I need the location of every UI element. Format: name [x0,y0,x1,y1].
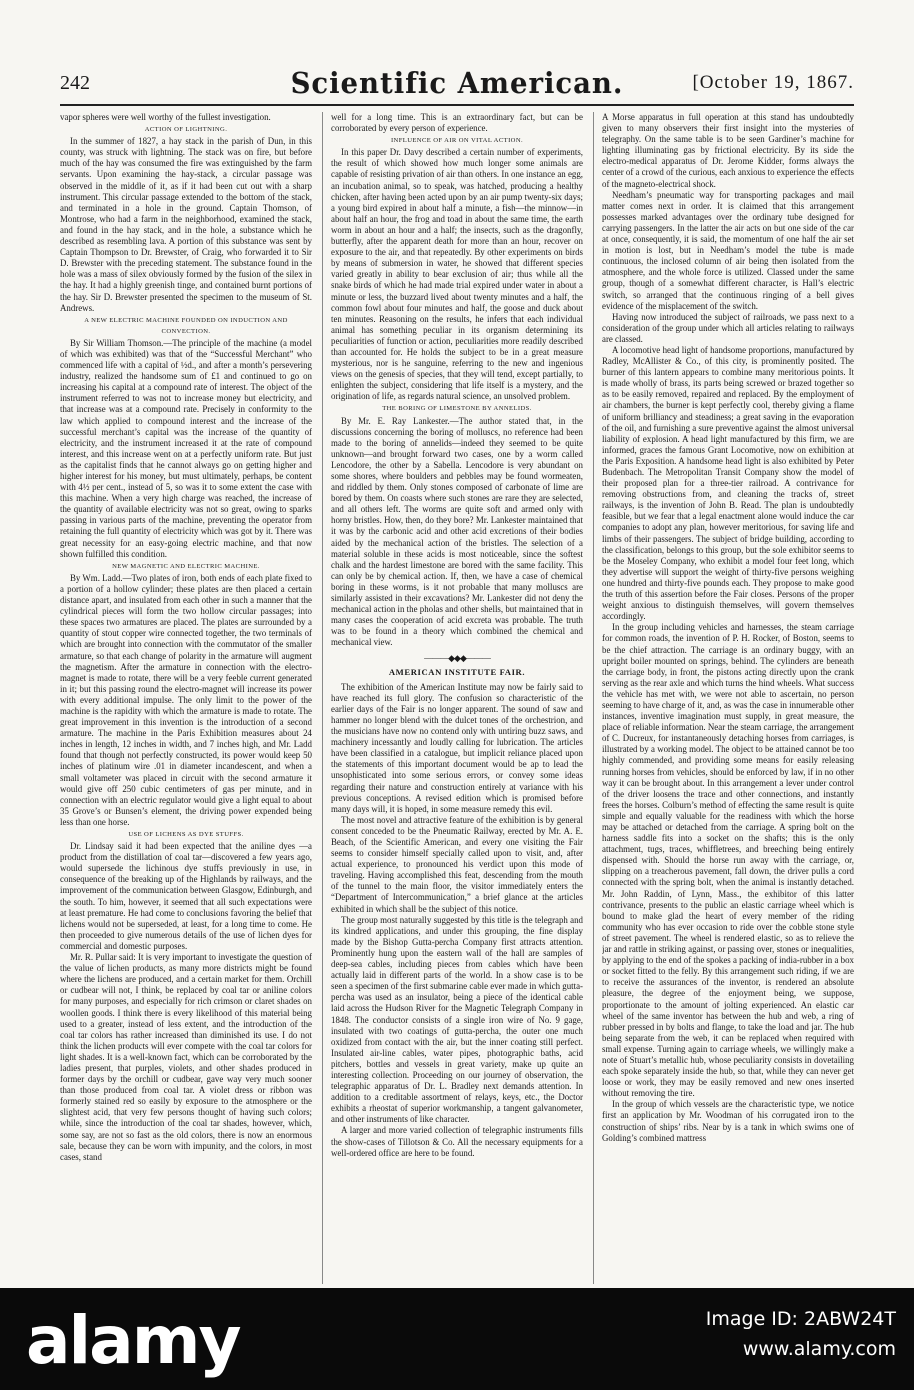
article-paragraph: In this paper Dr. Davy described a certain number of experiments, the result of which showed how much longer some animals are capable of resisting privation of air than others. In one instance an egg, an incubation animal, so to speak, was hatched, producing a healthy chicken, after having been acted upon by an air pump twenty-six days; a young bird expired in about half a minute, a fish—the minnow—in about half an hour, the frog and toad in about the same time, the earth worm in about an hour and a half; the insects, such as the dragonfly, butterfly, after the apparent death for more than an hour, recover on exposure to the air, and that repeatedly. By other experiments on birds by means of submersion in water, he showed that different species varied greatly in ability to bear exclusion of air; thus while all the snake birds of which he had made trial expired under water in about a minute or less, the buzzard lived about twenty minutes and a half, the common fowl about four minutes and half, the goose and duck about ten minutes. Reasoning on the results, he infers that each individual animal has something peculiar in its organism determining its peculiarities of function or action, peculiarities more readily described than accounted for. He holds the subject to be in a great measure mysterious, nor is he sanguine, referring to the new and ingenious views on the genesis of species, that they will tend, except partially, to enlighten the subject, considering that life itself is a mystery, and the origination of life, as regards natural science, an unsolved problem. [331,147,583,402]
article-paragraph: A larger and more varied collection of telegraphic instruments fills the show-cases of Tillotson & Co. All the necessary equipments for a well-ordered office are here to be found. [331,1125,583,1158]
section-subheading: NEW MAGNETIC AND ELECTRIC MACHINE. [112,562,260,570]
article-paragraph: By Mr. E. Ray Lankester.—The author stated that, in the discussions concerning the boring of molluscs, no reference had been made to the boring of annelids—indeed they seemed to be quite unknown—and brought forward two cases, one by a worm called Lencodore, the other by a Sabella. Lencodore is very abundant on some shores, where boulders and pebbles may be found wormeaten, and riddled by them. Only stones composed of carbonate of lime are bored by them. On coasts where such stones are rare they are selected, and all others left. The worms are quite soft and armed only with horny bristles. How, then, do they bore? Mr. Lankester maintained that it was by the carbonic acid and other acid excretions of their bodies aided by the mechanical action of the bristles. The selection of a material soluble in these acids is most noticeable, since the softest chalk and the hardest limestone are bored with the same facility. This can only be by chemical action. If, then, we have a case of chemical boring in these worms, is it not probable that many molluscs are similarly assisted in their excavations? Mr. Lankester did not deny the mechanical action in the pholas and other shells, but maintained that in many cases the cooperation of acid excreta was probable. The truth was to be found in a theory which combined the chemical and mechanical view. [331,415,583,648]
article-paragraph: In the group including vehicles and harnesses, the steam carriage for common roads, the invention of P. H. Rocker, of Boston, seems to be the chief attraction. The carriage is an ordinary buggy, with an upright boiler mounted on springs, behind. The cylinders are beneath the carriage body, in front, the pistons acting directly upon the crank serving as the rear axle and which turns the hind wheels. What success the vehicle has met with, we were not able to ascertain, no person seeming to have charge of it, and, as was the case in innumerable other instances, inventive imagination must supply, in great measure, the place of reliable information. Near the steam carriage, the arrangement of C. Ducreux, for instantaneously detaching horses from carriages, is illustrated by a working model. The object to be attained cannot be too highly commended, and providing some means for easily releasing running horses from vehicles, should be enforced by law, if in no other way it can be brought about. In this arrangement a lever under control of the driver loosens the trace and other connections, and instantly frees the horses. Colburn’s method of effecting the same result is quite simple and equally valuable for the readiness with which the horse may be attached or detached from the carriage. A spring bolt on the harness saddle fits into a socket on the shafts; this is the only attachment, tugs, traces, whiffletrees, and breeching being entirely dispensed with. Should the horse run away with the carriage, or, slipping on a treacherous pavement, fall down, the driver pulls a cord connected with the spring bolt, when the animal is instantly detached. Mr. John Raddin, of Lynn, Mass., the exhibitor of this latter contrivance, presents to the public an elastic carriage wheel which is bound to make glad the heart of every member of the riding community who has ever occasion to ride over the cobble stone style of street pavement. The wheel is rendered elastic, so as to relieve the jar and rattle in striking against, or passing over, stones or inequalities, by applying to the end of the spokes a packing of india-rubber in a box or socket fitted to the felly. By this arrangement such riding, if we are to receive the assurances of the inventor, is rendered an absolute pleasure, the degree of the enjoyment being, we suppose, proportionate to the amount of jolting experienced. An elastic car wheel of the same inventor has between the hub and web, a ring of rubber pressed in by bolts and flange, to take the load and jar. The hub being separate from the web, it can be replaced when required with small expense. Turning again to carriage wheels, we willingly make a note of Stuart’s metallic hub, whose peculiarity consists in dovetailing each spoke separately inside the hub, so that, while they can never get loose or work, they may be easily removed and new ones inserted without removing the tire. [602,622,854,1099]
column-3 [602,112,854,1284]
masthead-title: Scientific American. [290,66,624,100]
article-paragraph: Dr. Lindsay said it had been expected that the aniline dyes —a product from the distillation of coal tar—discovered a few years ago, would supersede the lichinous dye stuffs previously in use, in consequence of the breaking up of the Highlands by railways, and the improvement of the communication between Glasgow, Edinburgh, and the south. To him, however, it seemed that all such expectations were at least premature. He had come to conclusions favoring the belief that lichens would not be superseded, at least, for a long time to come. He then proceeded to give numerous details of the use of lichen dyes for commercial and domestic purposes. [60,841,312,951]
section-subheading: INFLUENCE OF AIR ON VITAL ACTION. [390,137,524,145]
section-subheading: USE OF LICHENS AS DYE STUFFS. [128,831,244,838]
article-paragraph: well for a long time. This is an extraordinary fact, but can be corroborated by every person of experience. [331,112,583,134]
article-paragraph: In the group of which vessels are the characteristic type, we notice first an application by Mr. Woodman of his corrugated iron to the construction of ships’ ribs. Near by is a tank in which swims one of Golding’s combined mattress [602,1099,854,1143]
section-divider-ornament: ———◆◆◆——— [424,652,490,663]
article-paragraph: By Sir William Thomson.—The principle of the machine (a model of which was exhibited) was that of the “Successful Merchant” who commenced life with a capital of ½d., and after a month’s persevering industry, realized the handsome sum of £1 and continued to go on increasing his capital at a compound rate of interest. The object of the instrument referred to was not to increase money but electricity, and that increase was at a compound rate. Precisely in conformity to the law which applied to compound interest and the increase of the successful merchant’s capital was the increase of the quantity of electricity, and the instrument increased it at the rate of compound interest, and this increase went on at a perfectly uniform rate. But just as the capitalist finds that he cannot always go on getting higher and higher interest for his money, but must ultimately, perhaps, be content with 4½ per cent., instead of 5, so was it to some extent the case with this machine. When a very high charge was reached, the increase of the quantity of available electricity was not so great, owing to sparks passing in various parts of the machine, preventing the operator from retaining the full quantity of electricity which was got by it. There was great necessity for an easy-going electric machine, and that now shown fulfilled this condition. [60,337,312,559]
article-paragraph: A Morse apparatus in full operation at this stand has undoubtedly given to many observers their first insight into the mysteries of telegraphy. On the same table is to be seen Gardiner’s machine for lighting illuminating gas by frictional electricity. By its side the electro-medical apparatus of Dr. Jerome Kidder, forms always the center of a crowd of the curious, each anxious to experience the effects of the magneto-electrical shock. [602,112,854,189]
source-url-label: www.alamy.com [742,1338,896,1360]
article-paragraph: By Wm. Ladd.—Two plates of iron, both ends of each plate fixed to a portion of a hollow cylinder; these plates are then placed a certain distance apart, and insulated from each other in such a manner that the cylindrical pieces will form the two hollow circular passages; into these spaces two armatures are placed. The plates are surrounded by a quantity of stout copper wire connected together, the two terminals of which are brought into connection with the commutator of the smaller armature, so that each change of polarity in the armature will augment the magnetism. After the armature in connection with the electro-magnet is made to rotate, there will be a very feeble current generated in it; but this passing round the electro-magnet will increase its power with every additional impulse. The only limit to the power of the machine is the rapidity with which the armature is made to rotate. The great improvement in this invention is the introduction of a second armature. The machine in the Paris Exhibition measures about 24 inches in length, 12 inches in width, and 7 inches high, and Mr. Ladd found that though not perfectly constructed, its power would keep 50 inches of platinum wire .01 in diameter incandescent, and when a small voltameter was placed in circuit with the second armature it would give off 250 cubic centimeters of gas per minute, and in connection with an electric regulator would give a light equal to about 35 Grove’s or Bunsen’s element, the driving power expended being less than one horse. [60,572,312,827]
article-paragraph: A locomotive head light of handsome proportions, manufactured by Radley, McAllister & Co., of this city, is prominently posited. The burner of this lantern appears to combine many meritorious points. It is made wholly of brass, its parts being screwed or brazed together so as to be easily removed, repaired and replaced. By the employment of air chambers, the burner is kept perfectly cool, thereby giving a flame of uniform brilliancy and steadiness; a great saving in the evaporation of the oil, and furnishing a sure preventive against the almost universal liability of explosion. A head light manufactured by this firm, we are informed, graces the famous Grant Locomotive, now on exhibition at the Paris Exposition. A handsome head light is also exhibited by Peter Budenbach. The Metropolitan Transit Company show the model of their proposed plan for a three-tier railroad. A contrivance for removing obstructions from, and cleaning the tracks of, street railways, is the invention of John B. Read. The plan is undoubtedly feasible, but we fear that a legal enactment alone would induce the car companies to adopt any plan, however meritorious, for saving life and limbs of their passengers. The subject of bridge building, according to the classification, belongs to this group, but the sole exhibitor seems to be the Moseley Company, who exhibit a model four feet long, which they advertise will support the weight of thirty-five persons weighing one hundred and thirty-five pounds each. They propose to make good the truth of this assertion before the Fair closes. Persons of the proper weight anxious to distinguish themselves, will govern themselves accordingly. [602,344,854,622]
watermark-banner [0,1288,914,1390]
image-id-label: Image ID: 2ABW24T [705,1308,896,1330]
article-paragraph: The group most naturally suggested by this title is the telegraph and its kindred applications, and under this grouping, the fine display made by the Bishop Gutta-percha Company first attracts attention. Prominently hung upon the eastern wall of the hall are samples of deep-sea cables, including pieces from cables which have been actually laid in different parts of the world. In a show case is to be seen a specimen of the first submarine cable ever made in which gutta-percha was used as an insulator, being a piece of the identical cable laid across the Hudson River for the Magnetic Telegraph Company in 1848. The conductor consists of a single iron wire of No. 9 gage, insulated with two coatings of gutta-percha, the outer one much oxidized from contact with the air, but the inner coating still perfect. Insulated air-line cables, water pipes, photographic baths, acid pitchers, bottles and vessels in great variety, make up quite an interesting collection. Proceeding on our journey of observation, the telegraphic apparatus of Dr. L. Bradley next demands attention. In addition to a creditable assortment of relays, keys, etc., the Doctor exhibits a rheostat of superior workmanship, a tangent galvanometer, and other instruments of like character. [331,914,583,1125]
article-headline: AMERICAN INSTITUTE FAIR. [388,666,526,677]
article-paragraph: Having now introduced the subject of railroads, we pass next to a consideration of the group under which all articles relating to railways are classed. [602,311,854,344]
page-number: 242 [60,72,90,94]
article-paragraph: The exhibition of the American Institute may now be fairly said to have reached its full glory. The confusion so characteristic of the earlier days of the Fair is no longer apparent. The sound of saw and hammer no longer blend with the dulcet tones of the orchestrion, and the musicians have now no contend only with untiring buzz saws, and machinery incessantly and loudly calling for lubrication. The articles have been classified in a catalogue, but implicit reliance placed upon the statements of this important document would be ap to lead the unsophisticated into some serious errors, or convey some ideas regarding their nature and construction entirely at variance with his previous conceptions. A revised edition which is promised before many days will, it is hoped, in some measure remedy this evil. [331,681,583,814]
issue-date: [October 19, 1867. [692,72,854,93]
article-columns [60,112,854,1284]
watermark-logo: alamy [26,1302,240,1379]
article-paragraph: vapor spheres were well worthy of the fullest investigation. [60,112,271,122]
section-subheading: A NEW ELECTRIC MACHINE FOUNDED ON INDUCTION AND CONVECTION. [84,316,288,335]
column-2 [331,112,583,1284]
article-paragraph: In the summer of 1827, a hay stack in the parish of Dun, in this county, was struck with lightning. The stack was on fire, but before much of the hay was consumed the fire was extinguished by the farm servants. Upon examining the hay-stack, a circular passage was observed in the middle of it, as if it had been cut out with a sharp instrument. This circular passage extended to the bottom of the stack, and terminated in a hole in the ground. Captain Thomson, of Montrose, who had a farm in the neighborhood, examined the stack, and found in the hay stack, and in the hole, a substance which he described as resembling lava. A portion of this substance was sent by Captain Thompson to Dr. Brewster, of Craig, who forwarded it to Sir D. Brewster with the preceding statement. The substance found in the hole was a mass of silex obviously formed by the fusion of the silex in the hay. It had a highly greenish tinge, and contained burnt portions of the hay. Sir D. Brewster presented the specimen to the museum of St. Andrews. [60,136,312,313]
article-paragraph: Mr. R. Pullar said: It is very important to investigate the question of the value of lichen products, as many more districts might be found where the lichens are produced, and a certain market for them. Orchill or cudbear will not, I think, be replaced by coal tar or aniline colors for many purposes, and especially for rich crimson or claret shades on woollen goods. I think there is every likelihood of this material being used to a greater, instead of less extent, and the introduction of the coal tar colors has rather increased than diminished its use. I do not think the lichen products will ever compete with the coal tar colors for light shades. It is a well-known fact, which can be corroborated by the ladies present, that purples, violets, and other shades produced in former days by the orchill or cudbear, gave way very much sooner than those produced from coal tar. A violet dress or ribbon was formerly stained red so easily by exposure to the atmosphere or the slightest acid, that very few persons thought of having such colors; while, since the introduction of the coal tar shades, however, which, some say, are not so fast as the old colors, there is now an enormous sale, because they can be worn with impunity, and the colors, in most cases, stand [60,952,312,1162]
section-subheading: ACTION OF LIGHTNING. [144,126,228,134]
article-paragraph: Needham’s pneumatic way for transporting packages and mail matter comes next in order. It is claimed that this arrangement possesses marked advantages over the ordinary tube designed for carrying passengers. In the latter the air acts on but one side of the car at once, consequently, it is said, the momentum of one half the air set in motion is lost, but in Needham’s model the tube is made continuous, the inclosed column of air being then isolated from the atmosphere, and the whole force is utilized. Classed under the same group, though of a somewhat different character, is Hall’s electric switch, so arranged that the continuous ringing of a bell gives evidence of the misplacement of the switch. [602,189,854,311]
section-subheading: THE BORING OF LIMESTONE BY ANNELIDS. [382,405,532,413]
watermark-info [706,1304,896,1364]
page-header [60,62,854,102]
header-rule [60,104,854,106]
column-1 [60,112,312,1284]
article-paragraph: The most novel and attractive feature of the exhibition is by general consent conceded to be the Pneumatic Railway, erected by Mr. A. E. Beach, of the Scientific American, and every one visiting the Fair seems to consider himself specially called upon to visit, and, after actual experience, to pronounced his verdict upon this mode of traveling. Having accomplished this feat, descending from the mouth of the tunnel to the main floor, the visitor immediately enters the “Department of Intercommunication,” a brief glance at the articles exhibited in which shall be the subject of this notice. [331,814,583,914]
